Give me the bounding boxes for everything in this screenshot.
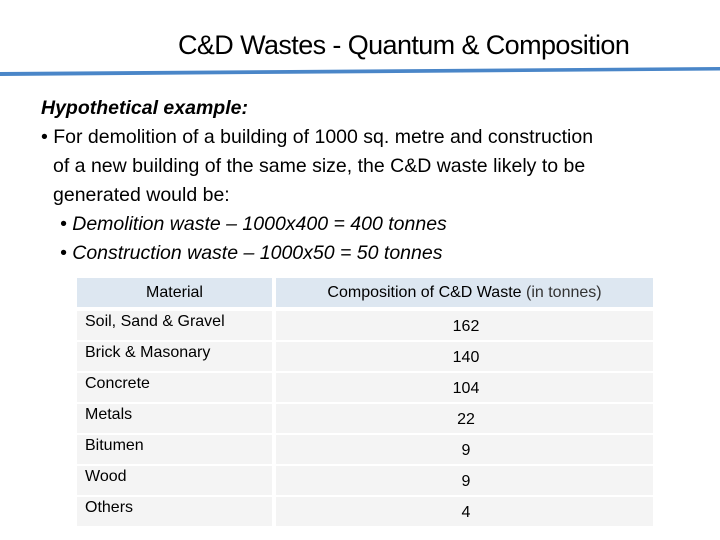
- cell-value: 104: [272, 373, 653, 402]
- cell-material: Brick & Masonary: [77, 342, 272, 371]
- cell-value: 140: [272, 342, 653, 371]
- composition-table: [77, 276, 653, 528]
- cell-value: 9: [272, 466, 653, 495]
- table-row: [77, 435, 653, 464]
- cell-material: Metals: [77, 404, 272, 433]
- table-row: [77, 404, 653, 433]
- cell-value: 22: [272, 404, 653, 433]
- table-header-row: [77, 278, 653, 309]
- table-row: [77, 466, 653, 495]
- title-underline-bar: [0, 67, 720, 76]
- header-composition-label: Composition of C&D Waste: [327, 283, 522, 301]
- header-material-label: Material: [146, 283, 203, 301]
- cell-material: Bitumen: [77, 435, 272, 464]
- cell-material: Wood: [77, 466, 272, 495]
- header-unit-label: (in tonnes): [526, 283, 602, 301]
- cell-value: 4: [272, 497, 653, 526]
- title-underline: [0, 67, 720, 76]
- bullet-line-3: generated would be:: [53, 184, 230, 206]
- header-composition: [272, 278, 653, 309]
- bullet-line-1: • For demolition of a building of 1000 sq. metre and construction: [41, 126, 594, 148]
- sub-bullet-construction: • Construction waste – 1000x50 = 50 tonnes: [60, 242, 443, 264]
- slide-body: [41, 94, 711, 268]
- table-row: [77, 311, 653, 340]
- example-heading: Hypothetical example:: [41, 97, 248, 119]
- slide-title: C&D Wastes - Quantum & Composition: [178, 30, 630, 60]
- cell-value: 9: [272, 435, 653, 464]
- cell-material: Others: [77, 497, 272, 526]
- cell-material: Soil, Sand & Gravel: [77, 311, 272, 340]
- header-material: [77, 278, 272, 309]
- cell-value: 162: [272, 311, 653, 340]
- table-row: [77, 342, 653, 371]
- sub-bullet-demolition: • Demolition waste – 1000x400 = 400 tonnes: [60, 213, 447, 235]
- cell-material: Concrete: [77, 373, 272, 402]
- table-row: [77, 497, 653, 526]
- bullet-line-2: of a new building of the same size, the C&D waste likely to be: [53, 155, 586, 177]
- table-row: [77, 373, 653, 402]
